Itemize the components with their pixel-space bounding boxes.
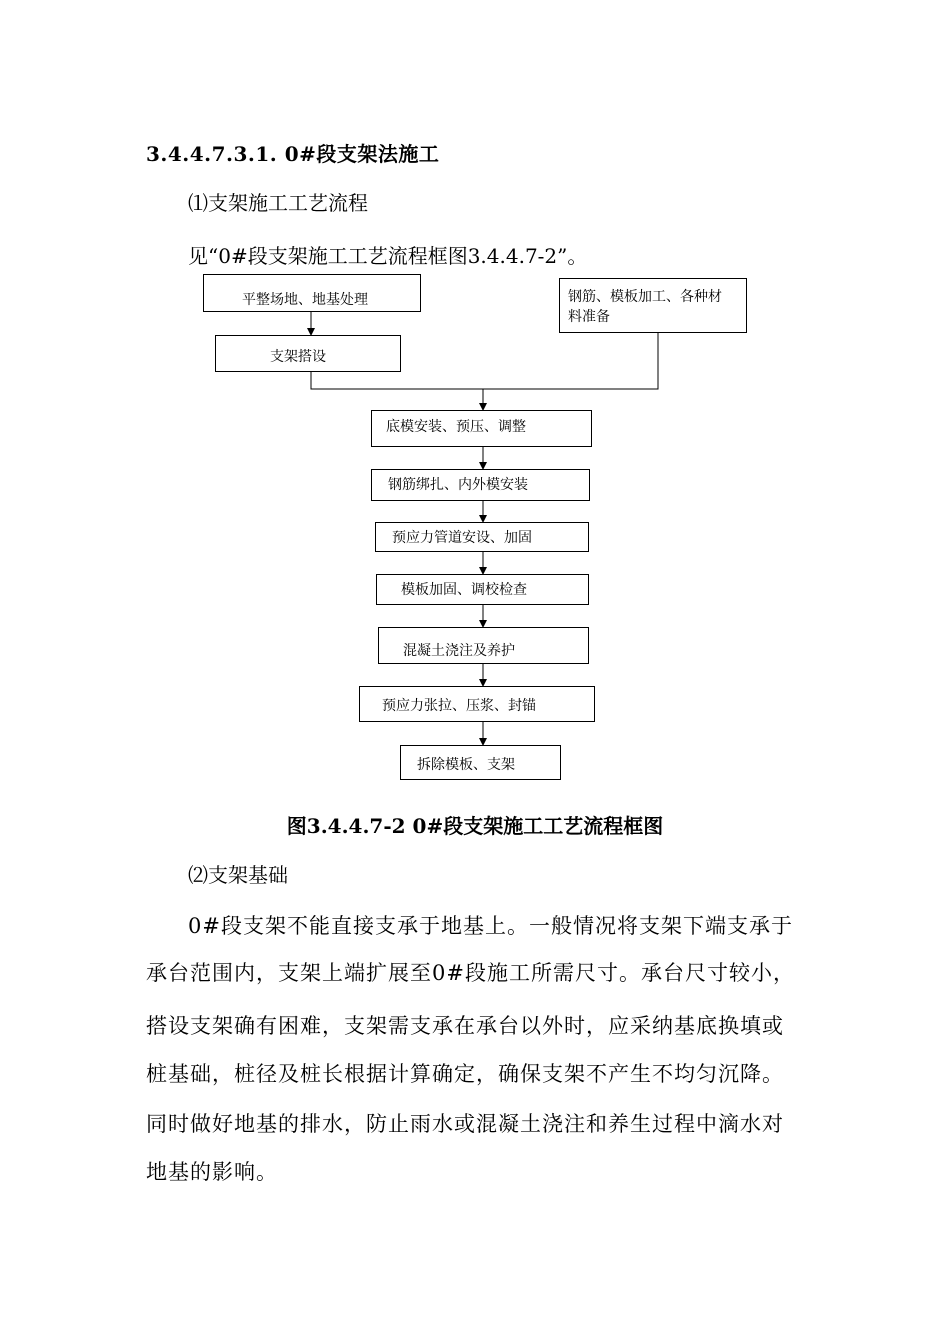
flow-step-label: 混凝土浇注及养护 xyxy=(403,643,515,659)
section-heading: 3.4.4.7.3.1. 0#段支架法施工 xyxy=(146,142,440,166)
flow-step-label: 底模安装、预压、调整 xyxy=(386,419,526,435)
flow-box-material-prep xyxy=(559,278,747,333)
figure-caption: 图3.4.4.7-2 0#段支架施工工艺流程框图 xyxy=(286,814,664,838)
flow-step-label: 钢筋绑扎、内外模安装 xyxy=(388,477,528,493)
flow-step-3 xyxy=(375,522,589,552)
flow-step-1 xyxy=(371,410,592,447)
flow-box-label-line1: 钢筋、模板加工、各种材 xyxy=(568,289,722,305)
flow-step-5 xyxy=(378,627,589,664)
flow-box-label: 平整场地、地基处理 xyxy=(242,292,368,308)
subheading-foundation: ⑵支架基础 xyxy=(188,863,288,887)
body-line-3: 搭设支架确有困难，支架需支承在承台以外时，应采纳基底换填或 xyxy=(146,1014,784,1038)
body-line-6: 地基的影响。 xyxy=(146,1160,278,1184)
flow-step-2 xyxy=(371,469,590,501)
body-line-1: 0#段支架不能直接支承于地基上。一般情况将支架下端支承于 xyxy=(188,914,793,938)
flow-box-label-line2: 料准备 xyxy=(568,309,610,325)
flow-step-4 xyxy=(376,574,589,605)
flow-box-site-preparation xyxy=(203,274,421,312)
body-line-4: 桩基础，桩径及桩长根据计算确定，确保支架不产生不均匀沉降。 xyxy=(146,1062,784,1086)
body-line-5: 同时做好地基的排水，防止雨水或混凝土浇注和养生过程中滴水对 xyxy=(146,1112,784,1136)
flow-step-label: 预应力管道安设、加固 xyxy=(392,530,532,546)
flow-step-label: 预应力张拉、压浆、封锚 xyxy=(382,698,536,714)
flow-step-label: 模板加固、调校检查 xyxy=(401,582,527,598)
flow-box-label: 支架搭设 xyxy=(270,349,326,365)
flow-step-6 xyxy=(359,686,595,722)
flowchart-reference: 见“0#段支架施工工艺流程框图3.4.4.7-2”。 xyxy=(188,244,588,268)
flow-step-label: 拆除模板、支架 xyxy=(417,757,515,773)
flow-box-support-erection xyxy=(215,335,401,372)
flow-step-7 xyxy=(400,745,561,780)
body-line-2: 承台范围内，支架上端扩展至0#段施工所需尺寸。承台尺寸较小， xyxy=(146,961,795,985)
subheading-process: ⑴支架施工工艺流程 xyxy=(188,191,368,215)
